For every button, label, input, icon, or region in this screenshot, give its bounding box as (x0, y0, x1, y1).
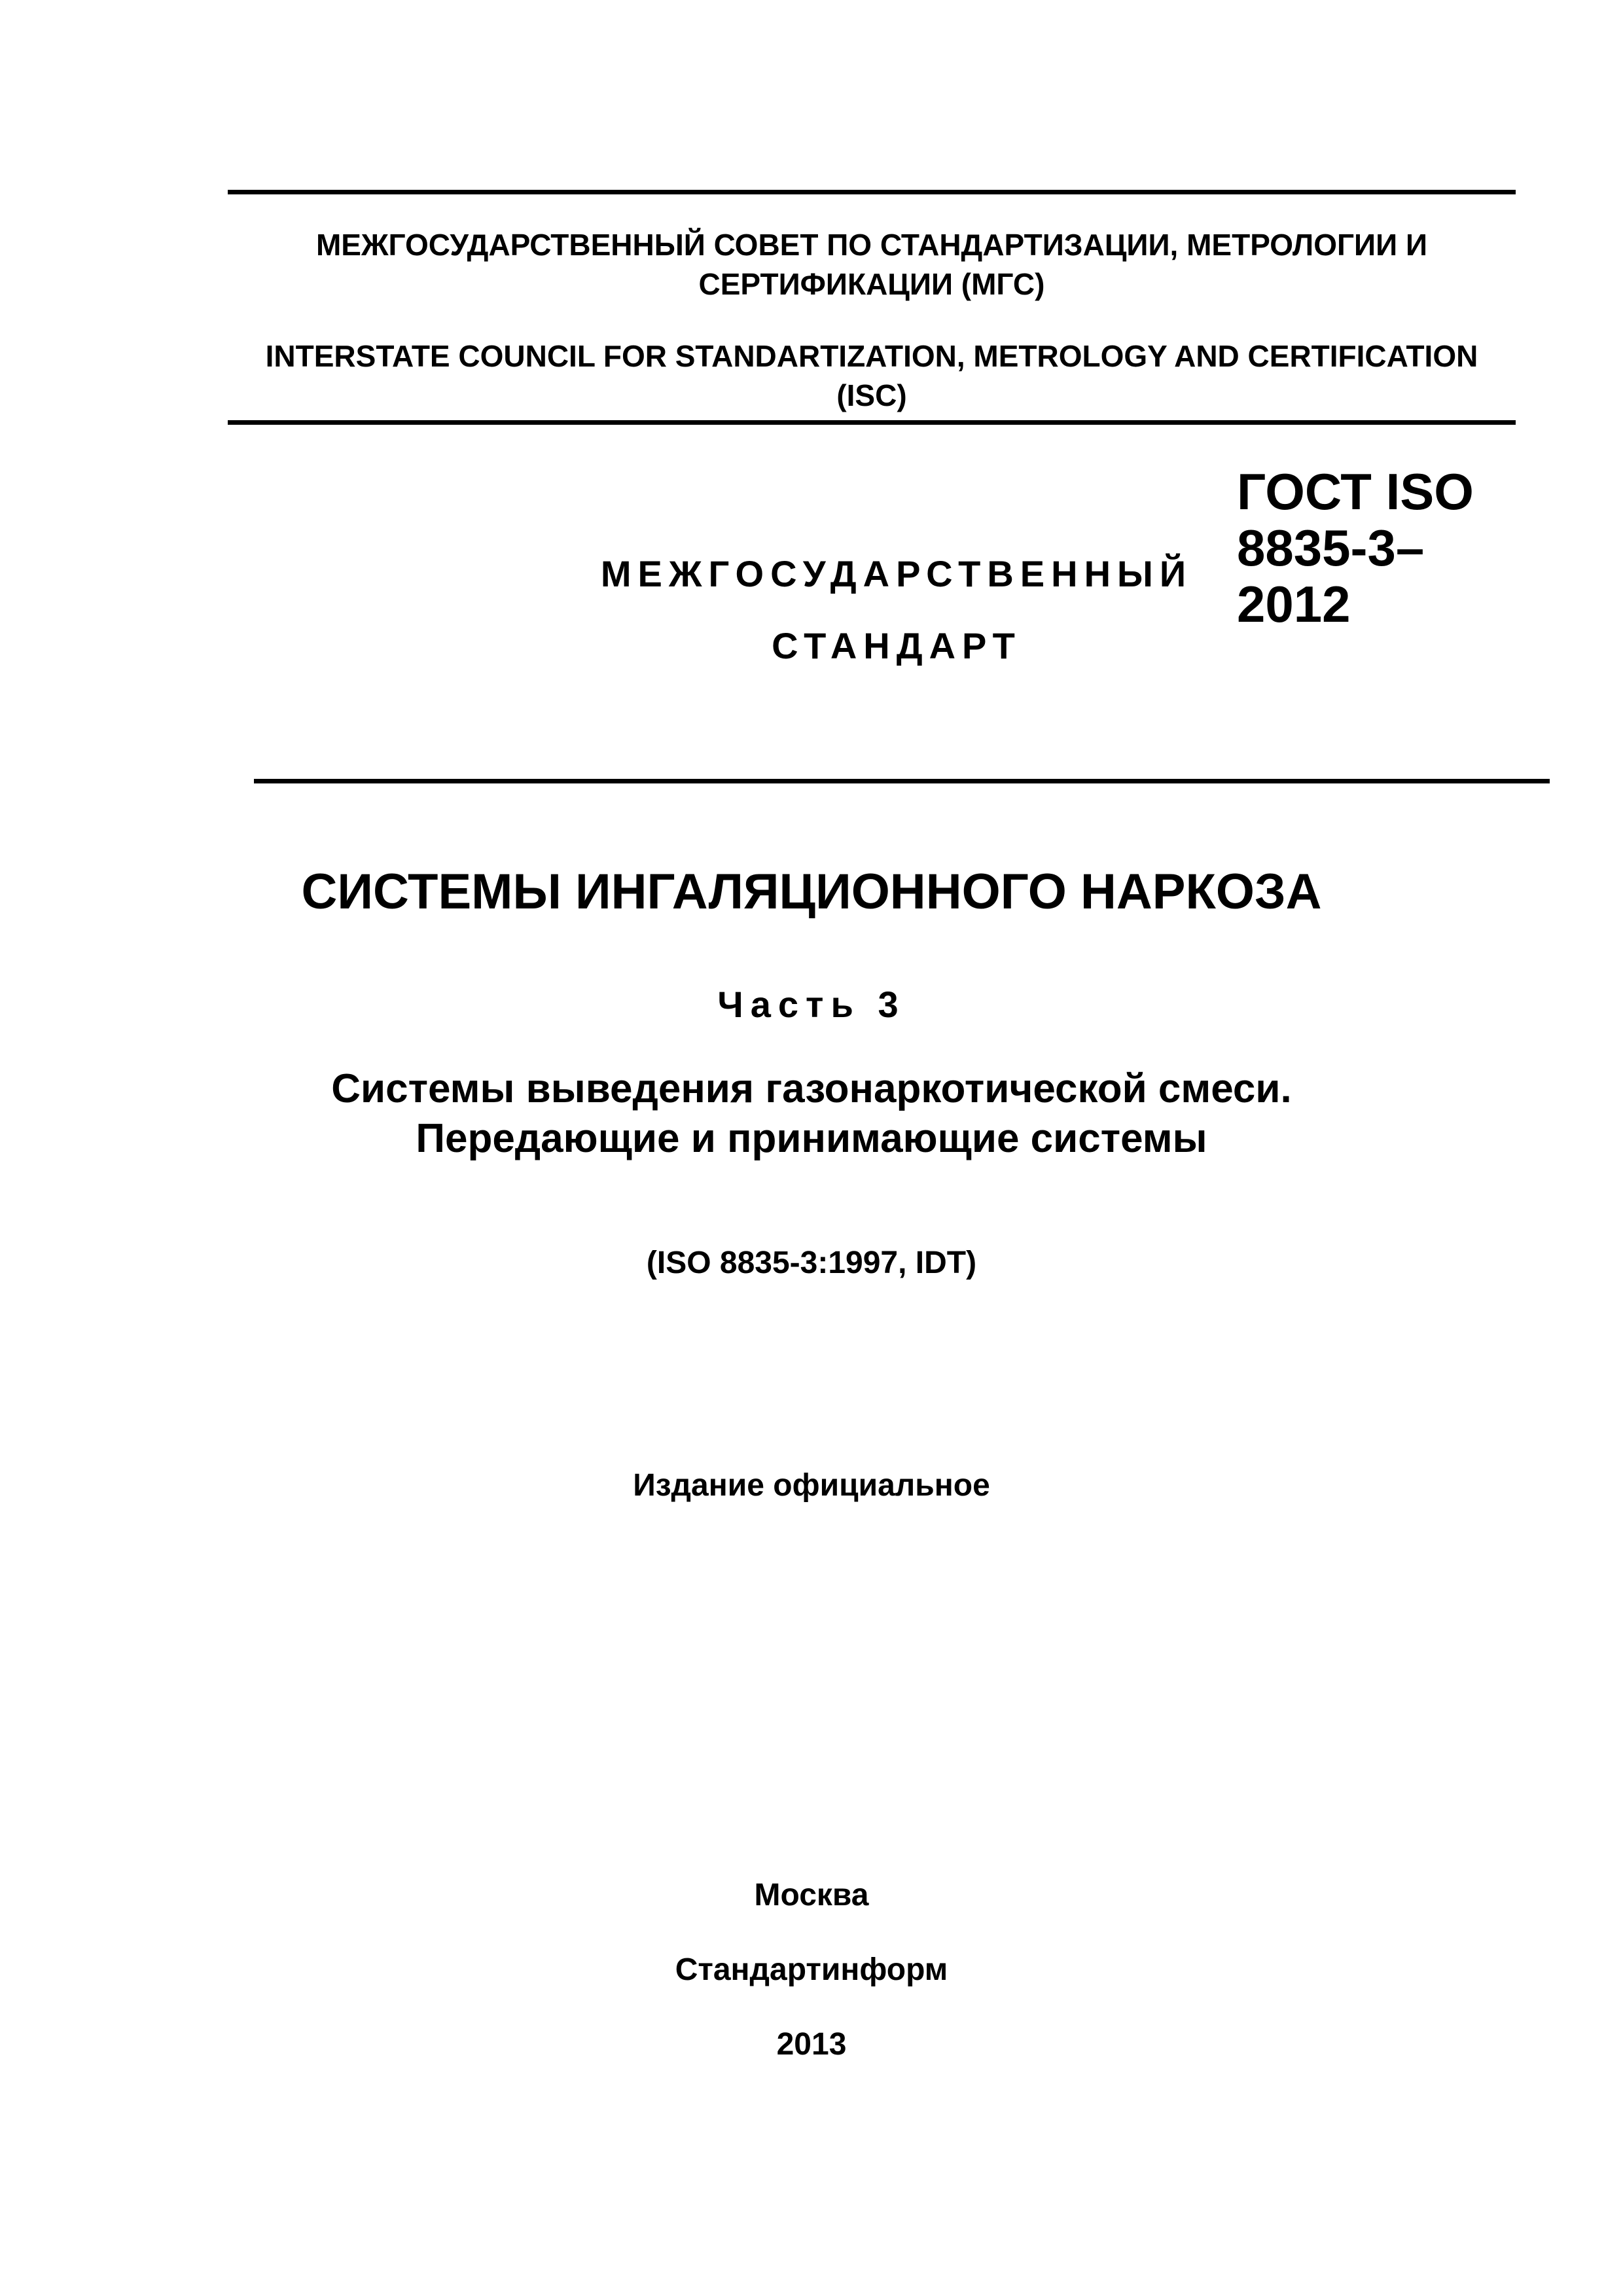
document-part: Часть 3 (717, 984, 906, 1025)
standard-kind-line-1: МЕЖГОСУДАРСТВЕННЫЙ (600, 553, 1193, 594)
standard-kind (563, 538, 1230, 682)
top-rule (228, 190, 1516, 194)
council-name-ru: МЕЖГОСУДАРСТВЕННЫЙ СОВЕТ ПО СТАНДАРТИЗАЦИИ, МЕТРОЛОГИИ И СЕРТИФИКАЦИИ (МГС) (315, 228, 1428, 301)
document-title: СИСТЕМЫ ИНГАЛЯЦИОННОГО НАРКОЗА (301, 864, 1322, 920)
standard-number-line-2: 8835-3– (1237, 519, 1425, 577)
publication-city: Москва (754, 1878, 869, 1912)
standard-number-line-1: ГОСТ ISO (1237, 463, 1474, 520)
standard-kind-line-2: СТАНДАРТ (772, 625, 1022, 666)
header-bottom-rule (228, 420, 1516, 425)
standard-number (1237, 463, 1577, 632)
edition-note: Издание официальное (633, 1468, 990, 1503)
document-subtitle-line-1: Системы выведения газонаркотической смеси. (331, 1066, 1292, 1111)
document-subtitle (0, 1064, 1623, 1164)
title-separator-rule (254, 779, 1550, 783)
document-subtitle-line-2: Передающие и принимающие системы (416, 1116, 1207, 1161)
standard-number-line-3: 2012 (1237, 575, 1351, 633)
publication-year: 2013 (776, 2027, 847, 2062)
iso-reference: (ISO 8835-3:1997, IDT) (646, 1246, 977, 1280)
publisher-name: Стандартинформ (675, 1952, 948, 1987)
council-name-en: INTERSTATE COUNCIL FOR STANDARTIZATION, METROLOGY AND CERTIFICATION (ISC) (265, 339, 1478, 412)
